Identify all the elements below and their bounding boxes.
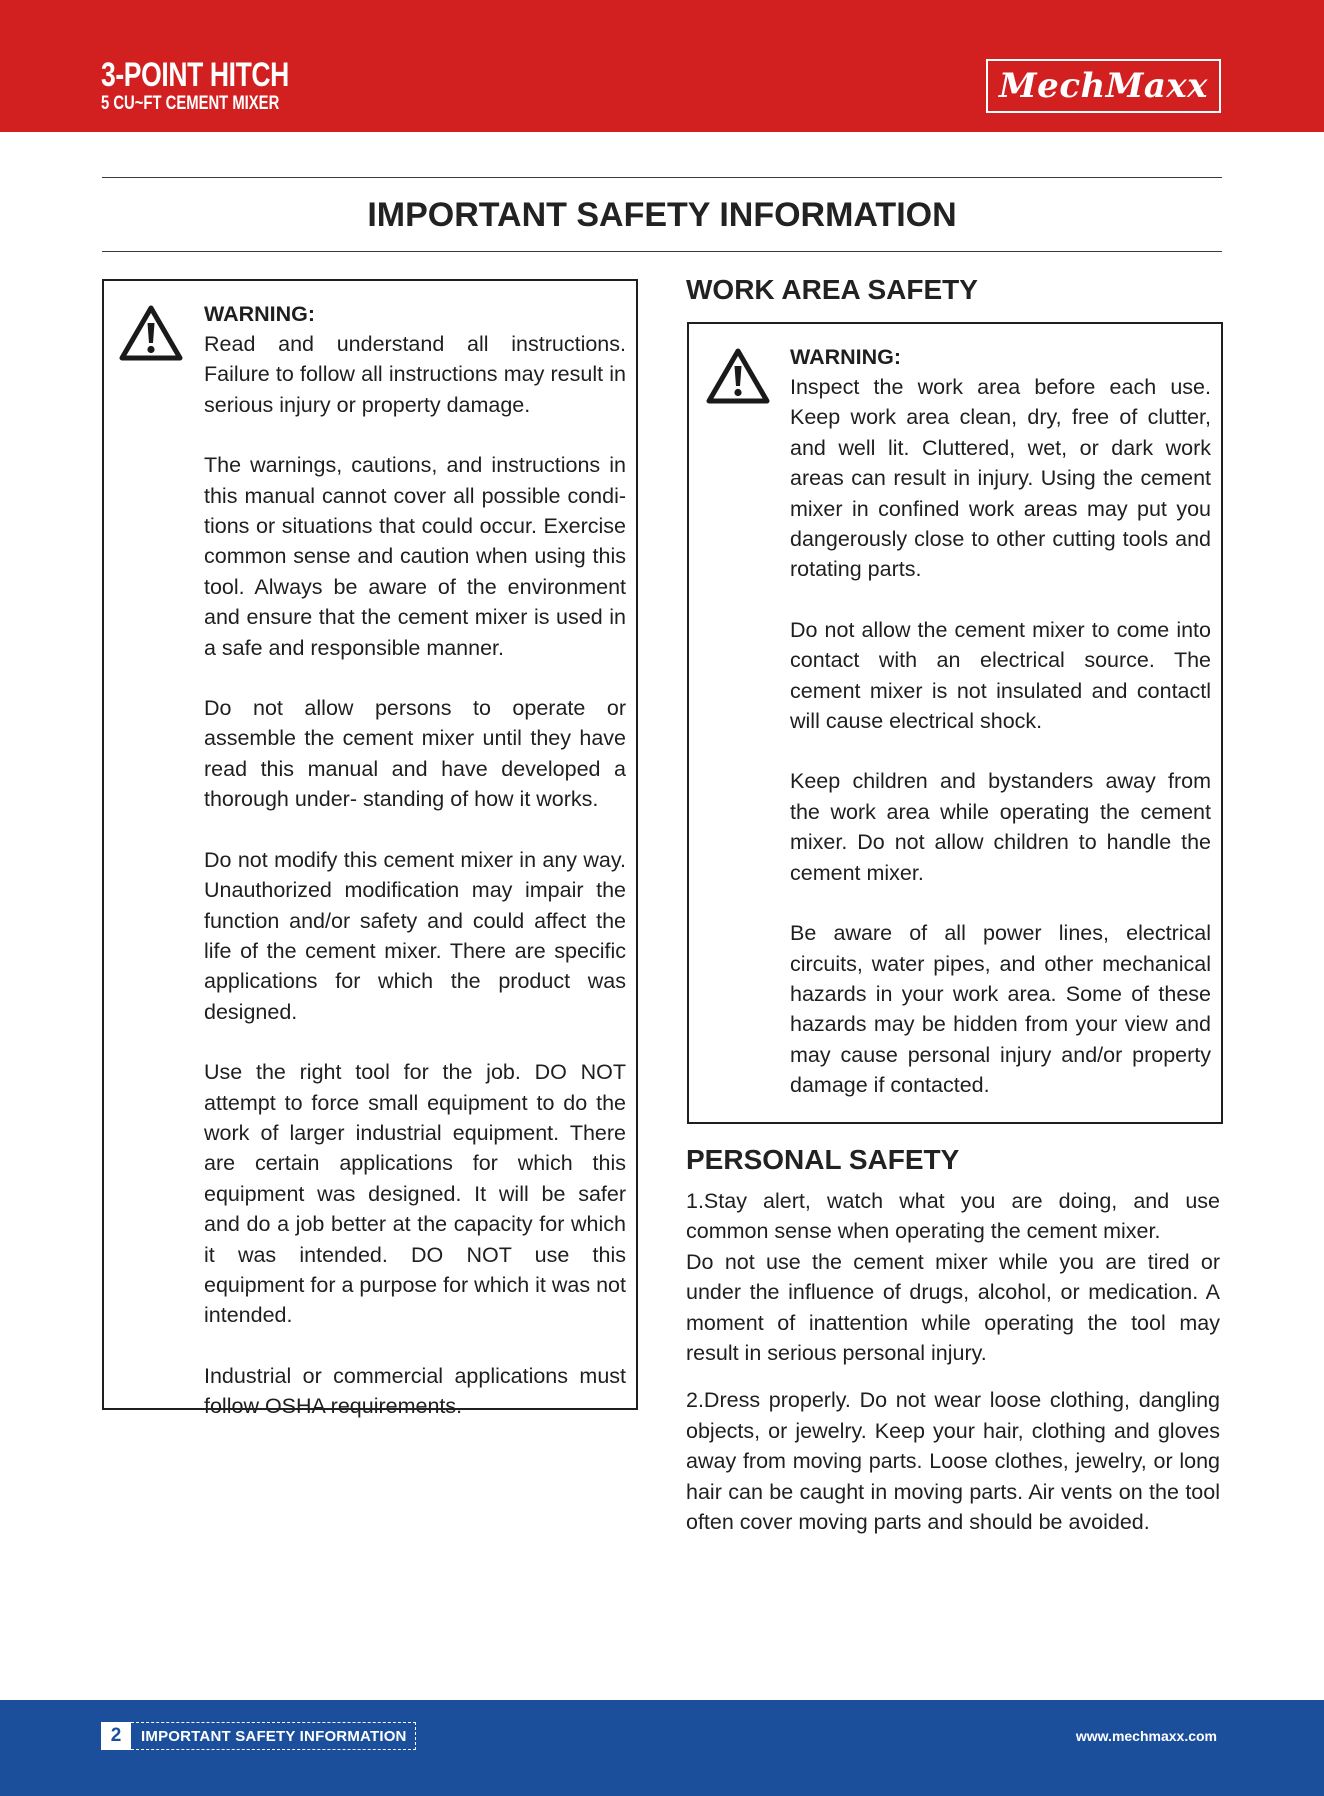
warning-paragraph: Use the right tool for the job. DO NOT attempt to force small equipment to do the work of larger industrial equipment. There are certain applications for which this equipment was designed. It will be safer and do a job better at the capacity for which it was intended. DO NOT use this equipment for a purpose for which it was not intended. — [204, 1060, 626, 1328]
warning-heading: WARNING: — [790, 345, 902, 369]
warning-paragraph: Do not allow the cement mixer to come into contact with an electrical source. The cement mixer is not insulated and contactl will cause electrical shock. — [790, 617, 1211, 734]
warning-paragraph: Inspect the work area before each use. Keep work area clean, dry, free of clutter, and well lit. Cluttered, wet, or dark work areas can result in injury. Using the cement mixer in confined work areas may put you dangerously close to other cutting tools and rotating parts. — [790, 375, 1211, 582]
personal-safety-text — [686, 1186, 1220, 1537]
work-area-heading: WORK AREA SAFETY — [686, 274, 978, 305]
title-rule-top — [102, 177, 1222, 178]
warning-paragraph: Read and understand all instructions. Failure to follow all instructions may result in serious injury or property damage. — [204, 332, 626, 417]
brand-logo-text: MechMaxx — [999, 66, 1208, 106]
personal-safety-item: 2.Dress properly. Do not wear loose clothing, dangling objects, or jewelry. Keep your hair, clothing and gloves away from moving parts. Loose clothes, jewelry, or long hair can be caught in moving parts. Air vents on the tool often cover moving parts and should be avoided. — [686, 1388, 1220, 1535]
warning-paragraph: Industrial or commercial applications must follow OSHA requirements. — [204, 1363, 626, 1419]
product-title: 3-POINT HITCH — [101, 56, 289, 94]
general-warning-text — [204, 299, 626, 1452]
warning-triangle-icon — [118, 303, 184, 363]
page-title: IMPORTANT SAFETY INFORMATION — [367, 196, 957, 234]
warning-paragraph: Keep children and bystanders away from the work area while operating the cement mixer. Do not allow children to handle the cement mixer. — [790, 769, 1211, 885]
footer-url[interactable]: www.mechmaxx.com — [1075, 1728, 1217, 1744]
warning-paragraph: Be aware of all power lines, electrical circuits, water pipes, and other mechanical hazards in your work area. Some of these hazards may be hidden from your view and may cause personal injury and/or property damage if contacted. — [790, 921, 1211, 1098]
brand-logo — [986, 59, 1221, 113]
title-rule-bottom — [102, 251, 1222, 252]
page-number: 2 — [101, 1722, 131, 1750]
personal-safety-item: 1.Stay alert, watch what you are doing, and use common sense when operating the cement mixer. — [686, 1189, 1220, 1244]
warning-heading: WARNING: — [204, 302, 316, 326]
personal-safety-item: Do not use the cement mixer while you are tired or under the influence of drugs, alcohol, or medication. A moment of inattention while operating the tool may result in serious personal injury. — [686, 1249, 1220, 1366]
warning-paragraph: The warnings, cautions, and instructions in this manual cannot cover all possible condi- tions or situations that could occur. Exercise common sense and caution when using this tool. Always be aware of the environment and ensure that the cement mixer is used in a safe and responsible manner. — [204, 453, 626, 660]
footer-section-label: IMPORTANT SAFETY INFORMATION — [131, 1722, 416, 1750]
personal-safety-heading: PERSONAL SAFETY — [686, 1144, 960, 1175]
footer-section-tag — [101, 1722, 416, 1750]
product-subtitle: 5 CU~FT CEMENT MIXER — [101, 93, 280, 114]
warning-triangle-icon — [705, 346, 771, 406]
warning-paragraph: Do not allow persons to operate or assemble the cement mixer until they have read this manual and have developed a thorough under- standing of how it works. — [204, 696, 626, 812]
work-area-warning-text — [790, 342, 1211, 1131]
warning-paragraph: Do not modify this cement mixer in any way. Unauthorized modification may impair the function and/or safety and could affect the life of the cement mixer. There are specific applications for which the product was designed. — [204, 847, 626, 1024]
